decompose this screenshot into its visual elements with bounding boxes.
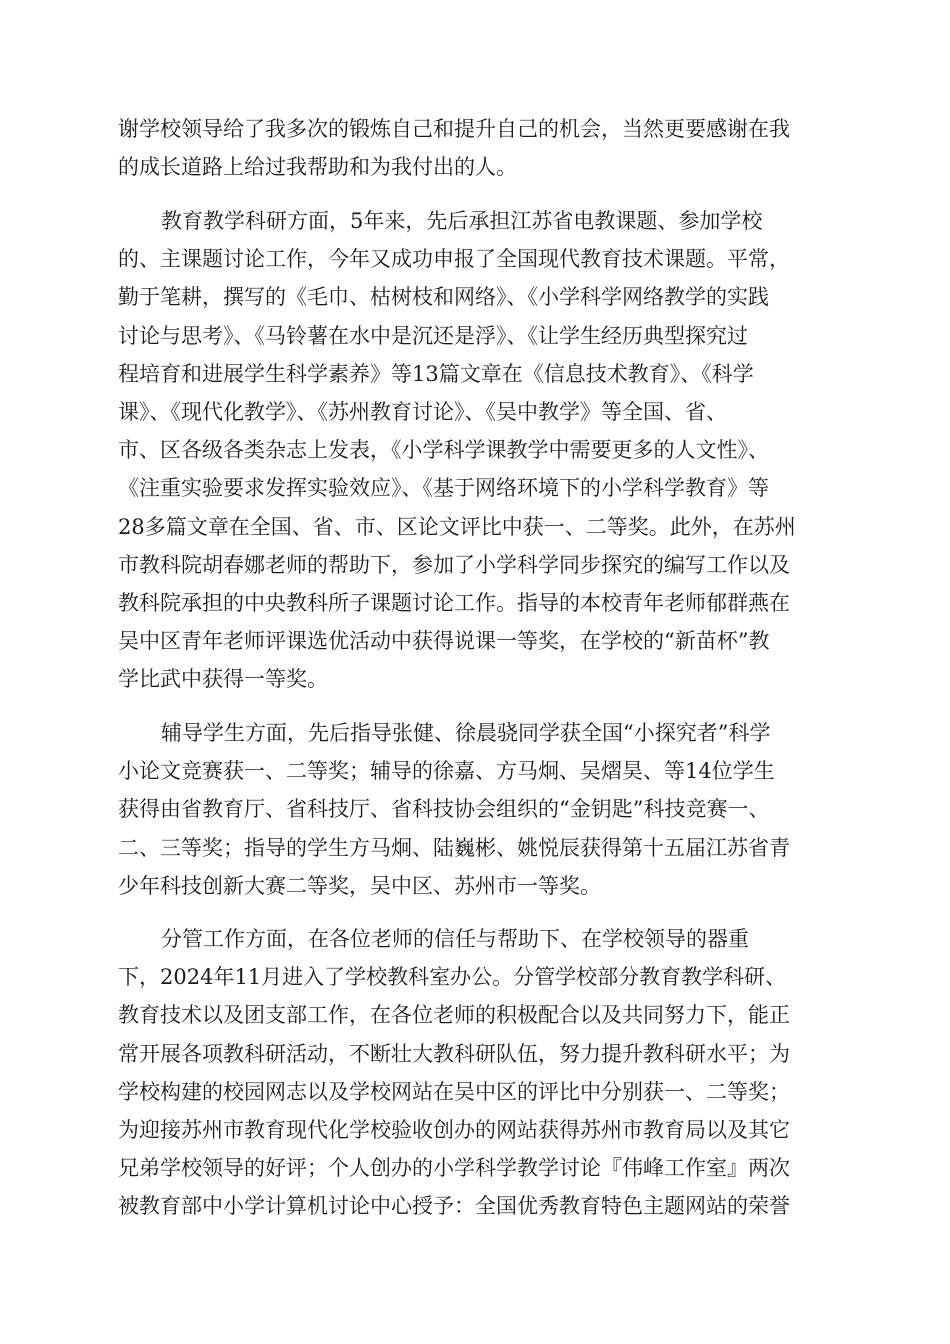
text-line: 少年科技创新大赛二等奖，吴中区、苏州市一等奖。 (118, 873, 601, 898)
paragraph-student-guidance (118, 714, 834, 905)
text-line: 28多篇文章在全国、省、市、区论文评比中获一、二等奖。此外，在苏州 (118, 514, 796, 539)
text-line: 的成长道路上给过我帮助和为我付出的人。 (118, 155, 517, 180)
text-line: 兄弟学校领导的好评；个人创办的小学科学教学讨论『伟峰工作室』两次 (118, 1156, 790, 1181)
text-line: 教育教学科研方面，5年来，先后承担江苏省电教课题、参加学校 (161, 209, 763, 233)
text-line: 被教育部中小学计算机讨论中心授予：全国优秀教育特色主题网站的荣誉 (118, 1194, 790, 1219)
text-line: 程培育和进展学生科学素养》等13篇文章在《信息技术教育》、《科学 (118, 361, 754, 386)
text-line: 教育技术以及团支部工作，在各位老师的积极配合以及共同努力下，能正 (118, 1003, 790, 1028)
text-line: 课》、《现代化教学》、《苏州教育讨论》、《吴中教学》等全国、省、 (118, 399, 727, 424)
text-line: 教科院承担的中央教科所子课题讨论工作。指导的本校青年老师郁群燕在 (118, 590, 790, 615)
text-line: 《注重实验要求发挥实验效应》、《基于网络环境下的小学科学教育》等 (118, 476, 769, 501)
text-line: 市教科院胡春娜老师的帮助下，参加了小学科学同步探究的编写工作以及 (118, 552, 790, 577)
text-line: 常开展各项教科研活动，不断壮大教科研队伍，努力提升教科研水平；为 (118, 1041, 790, 1066)
text-line: 市、区各级各类杂志上发表，《小学科学课教学中需要更多的人文性》、 (118, 438, 769, 463)
paragraph-research (118, 202, 834, 698)
text-line: 讨论与思考》、《马铃薯在水中是沉还是浮》、《让学生经历典型探究过 (118, 323, 748, 348)
text-line: 吴中区青年老师评课选优活动中获得说课一等奖，在学校的“新苗杯”教 (118, 629, 770, 654)
text-line: 获得由省教育厅、省科技厅、省科技协会组织的“金钥匙”科技竞赛一、 (118, 797, 770, 822)
text-line: 小论文竞赛获一、二等奖；辅导的徐嘉、方马炯、吴熠昊、等14位学生 (118, 759, 775, 784)
paragraph-management (118, 920, 834, 1226)
text-line: 为迎接苏州市教育现代化学校验收创办的网站获得苏州市教育局以及其它 (118, 1117, 790, 1142)
text-line: 辅导学生方面，先后指导张健、徐晨骁同学获全国“小探究者”科学 (161, 721, 771, 745)
text-line: 下，2024年11月进入了学校教科室办公。分管学校部分教育教学科研、 (118, 965, 787, 990)
text-line: 分管工作方面，在各位老师的信任与帮助下、在学校领导的器重 (161, 927, 749, 951)
text-line: 的、主课题讨论工作，今年又成功申报了全国现代教育技术课题。平常， (118, 247, 790, 272)
text-line: 勤于笔耕，撰写的《毛巾、枯树枝和网络》、《小学科学网络教学的实践 (118, 285, 769, 310)
paragraph-thanks (118, 110, 834, 186)
text-line: 二、三等奖；指导的学生方马炯、陆巍彬、姚悦辰获得第十五届江苏省青 (118, 835, 790, 860)
text-line: 学比武中获得一等奖。 (118, 667, 328, 692)
text-line: 谢学校领导给了我多次的锻炼自己和提升自己的机会，当然更要感谢在我 (118, 117, 790, 141)
text-line: 学校构建的校园网志以及学校网站在吴中区的评比中分别获一、二等奖； (118, 1079, 790, 1104)
